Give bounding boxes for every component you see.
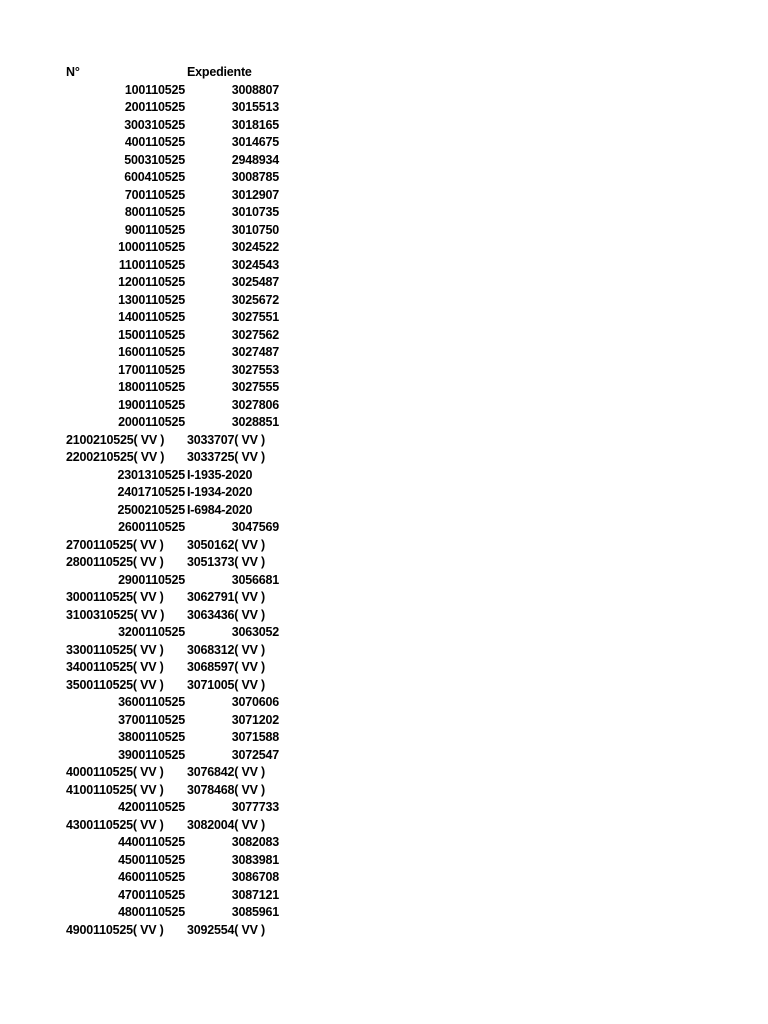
cell-expediente: 3024543 <box>231 257 279 272</box>
table-row <box>0 852 768 870</box>
cell-expediente: 3047569 <box>231 520 279 534</box>
table-row <box>0 117 768 135</box>
table-row <box>0 624 768 642</box>
cell-number: 2301310525 <box>117 467 185 482</box>
cell-number: 200110525 <box>124 100 185 114</box>
table-row <box>0 642 768 660</box>
cell-expediente: 3082004( VV ) <box>187 817 266 832</box>
cell-number: 600410525 <box>124 170 185 184</box>
cell-number: 3500110525( VV ) <box>66 677 164 692</box>
table-row <box>0 747 768 765</box>
cell-number: 4600110525 <box>118 870 185 884</box>
cell-expediente: 3051373( VV ) <box>187 555 266 569</box>
cell-number: 3600110525 <box>118 695 185 709</box>
cell-expediente: 3072547 <box>231 747 279 762</box>
table-row <box>0 379 768 397</box>
table-row <box>0 572 768 590</box>
cell-number: 2200210525( VV ) <box>66 450 165 464</box>
table-row <box>0 239 768 257</box>
table-row <box>0 764 768 782</box>
table-row <box>0 187 768 205</box>
cell-number: 500310525 <box>124 152 185 167</box>
table-row <box>0 922 768 940</box>
table-row <box>0 449 768 467</box>
table-row <box>0 327 768 345</box>
cell-number: 4400110525 <box>118 835 185 849</box>
table-row <box>0 537 768 555</box>
cell-number: 2800110525( VV ) <box>66 555 164 569</box>
cell-expediente: 3012907 <box>231 187 279 202</box>
cell-expediente: 3033725( VV ) <box>187 450 266 464</box>
table-row <box>0 904 768 922</box>
table-row <box>0 799 768 817</box>
cell-expediente: I-6984-2020 <box>187 502 253 517</box>
cell-expediente: 3027553 <box>231 362 279 377</box>
cell-expediente: 3027806 <box>231 397 279 412</box>
cell-expediente: 3025672 <box>231 292 279 307</box>
table-row <box>0 659 768 677</box>
cell-number: 2600110525 <box>118 520 185 534</box>
cell-number: 3300110525( VV ) <box>66 642 164 657</box>
cell-number: 4000110525( VV ) <box>66 765 164 779</box>
cell-expediente: 3071005( VV ) <box>187 677 266 692</box>
table-row <box>0 712 768 730</box>
cell-expediente: 3070606 <box>231 695 279 709</box>
table-row <box>0 502 768 520</box>
cell-number: 4900110525( VV ) <box>66 922 164 937</box>
cell-number: 1500110525 <box>118 327 185 342</box>
cell-number: 1400110525 <box>118 310 185 324</box>
table-row <box>0 869 768 887</box>
table-row <box>0 834 768 852</box>
cell-number: 900110525 <box>124 222 185 237</box>
cell-expediente: 3063436( VV ) <box>187 607 266 622</box>
cell-number: 2900110525 <box>118 572 185 587</box>
cell-number: 300310525 <box>124 117 185 132</box>
table-row <box>0 169 768 187</box>
cell-number: 3900110525 <box>118 747 185 762</box>
cell-number: 100110525 <box>124 82 185 97</box>
table-row <box>0 677 768 695</box>
cell-number: 4100110525( VV ) <box>66 782 164 797</box>
cell-expediente: 3078468( VV ) <box>187 782 266 797</box>
cell-expediente: 3024522 <box>231 240 279 254</box>
cell-number: 1200110525 <box>118 275 185 289</box>
cell-expediente: 3028851 <box>231 415 279 429</box>
table-row <box>0 782 768 800</box>
cell-number: 2700110525( VV ) <box>66 537 164 552</box>
table-row <box>0 432 768 450</box>
cell-expediente: 3014675 <box>231 135 279 149</box>
table-row <box>0 589 768 607</box>
cell-number: 2500210525 <box>117 502 185 517</box>
cell-number: 1700110525 <box>118 362 185 377</box>
cell-expediente: 3010735 <box>231 205 279 219</box>
column-header-expediente: Expediente <box>187 65 252 79</box>
cell-expediente: 3033707( VV ) <box>187 432 266 447</box>
table-row <box>0 82 768 100</box>
cell-expediente: 3050162( VV ) <box>187 537 266 552</box>
table-row <box>0 362 768 380</box>
table-row <box>0 292 768 310</box>
cell-number: 2401710525 <box>117 485 185 499</box>
table-row <box>0 817 768 835</box>
cell-expediente: 3027562 <box>231 327 279 342</box>
cell-number: 1800110525 <box>118 380 185 394</box>
cell-expediente: 3018165 <box>231 117 279 132</box>
table-body <box>0 82 768 940</box>
header-row <box>0 64 768 82</box>
cell-number: 4200110525 <box>118 800 185 814</box>
cell-expediente: 3015513 <box>231 100 279 114</box>
cell-number: 1900110525 <box>118 397 185 412</box>
cell-expediente: I-1935-2020 <box>187 467 253 482</box>
cell-expediente: 3027555 <box>231 380 279 394</box>
cell-number: 1600110525 <box>118 345 185 359</box>
cell-expediente: 3027551 <box>231 310 279 324</box>
table-row <box>0 554 768 572</box>
cell-expediente: 3008785 <box>231 170 279 184</box>
cell-number: 3700110525 <box>118 712 185 727</box>
cell-expediente: 3010750 <box>231 222 279 237</box>
table-row <box>0 729 768 747</box>
cell-expediente: 3062791( VV ) <box>187 590 266 604</box>
cell-number: 3200110525 <box>118 625 185 639</box>
cell-expediente: 3008807 <box>231 82 279 97</box>
table-row <box>0 274 768 292</box>
cell-expediente: 3071588 <box>231 730 279 744</box>
cell-expediente: 3063052 <box>231 625 279 639</box>
table-row <box>0 887 768 905</box>
cell-expediente: 3027487 <box>231 345 279 359</box>
cell-number: 4500110525 <box>118 852 185 867</box>
cell-number: 2000110525 <box>118 415 185 429</box>
table-row <box>0 257 768 275</box>
cell-number: 1300110525 <box>118 292 185 307</box>
table-row <box>0 99 768 117</box>
cell-number: 800110525 <box>124 205 185 219</box>
cell-number: 4800110525 <box>118 905 185 919</box>
cell-number: 1100110525 <box>118 257 185 272</box>
cell-expediente: 3068312( VV ) <box>187 642 266 657</box>
cell-expediente: 3068597( VV ) <box>187 660 266 674</box>
table-row <box>0 484 768 502</box>
cell-expediente: 3082083 <box>231 835 279 849</box>
cell-expediente: 3085961 <box>231 905 279 919</box>
cell-number: 2100210525( VV ) <box>66 432 165 447</box>
cell-expediente: I-1934-2020 <box>187 485 253 499</box>
table-row <box>0 397 768 415</box>
cell-expediente: 3076842( VV ) <box>187 765 266 779</box>
cell-expediente: 3056681 <box>231 572 279 587</box>
cell-number: 400110525 <box>124 135 185 149</box>
cell-number: 700110525 <box>124 187 185 202</box>
table-row <box>0 309 768 327</box>
cell-expediente: 3077733 <box>231 800 279 814</box>
table-row <box>0 519 768 537</box>
cell-number: 1000110525 <box>118 240 185 254</box>
cell-expediente: 2948934 <box>231 152 279 167</box>
data-table <box>0 64 768 939</box>
table-row <box>0 467 768 485</box>
cell-expediente: 3025487 <box>231 275 279 289</box>
cell-expediente: 3092554( VV ) <box>187 922 266 937</box>
cell-number: 3000110525( VV ) <box>66 590 164 604</box>
cell-expediente: 3071202 <box>231 712 279 727</box>
cell-number: 3800110525 <box>118 730 185 744</box>
column-header-number: N° <box>66 65 80 79</box>
table-row <box>0 414 768 432</box>
cell-number: 4700110525 <box>118 887 185 902</box>
cell-expediente: 3086708 <box>231 870 279 884</box>
cell-number: 3100310525( VV ) <box>66 607 165 622</box>
table-row <box>0 204 768 222</box>
table-row <box>0 152 768 170</box>
table-row <box>0 607 768 625</box>
cell-expediente: 3087121 <box>231 887 279 902</box>
cell-number: 4300110525( VV ) <box>66 817 164 832</box>
table-row <box>0 694 768 712</box>
table-row <box>0 222 768 240</box>
cell-expediente: 3083981 <box>231 852 279 867</box>
table-row <box>0 344 768 362</box>
table-row <box>0 134 768 152</box>
cell-number: 3400110525( VV ) <box>66 660 164 674</box>
